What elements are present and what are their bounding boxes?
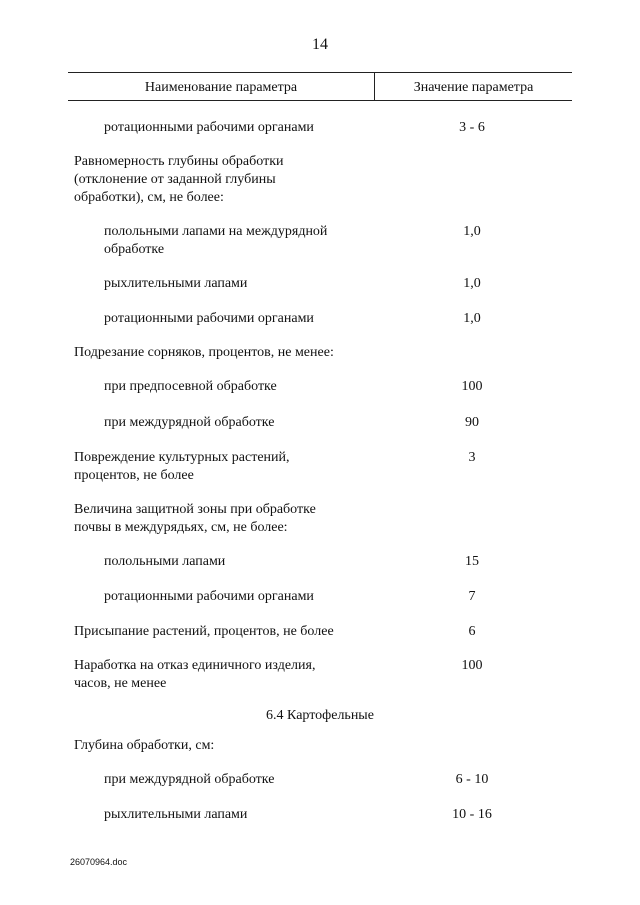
row-value: 7 bbox=[468, 589, 476, 604]
row-value: 6 - 10 bbox=[455, 772, 489, 787]
row-value: 15 bbox=[465, 554, 479, 569]
row-name: полольными лапами bbox=[104, 554, 226, 569]
column-header-name: Наименование параметра bbox=[144, 80, 298, 95]
row-name: Равномерность глубины обработки (отклонение от заданной глубины обработки), см, не более: bbox=[74, 154, 284, 205]
row-name: ротационными рабочими органами bbox=[104, 311, 314, 326]
row-name: ротационными рабочими органами bbox=[104, 120, 314, 135]
row-name: Величина защитной зоны при обработке почвы в междурядьях, см, не более: bbox=[74, 502, 316, 535]
row-value: 100 bbox=[461, 379, 483, 394]
row-value: 1,0 bbox=[463, 311, 481, 326]
row-value: 100 bbox=[461, 658, 483, 673]
row-value: 6 bbox=[468, 624, 476, 639]
row-name: рыхлительными лапами bbox=[104, 276, 248, 291]
row-name: при предпосевной обработке bbox=[104, 379, 277, 394]
row-name: при междурядной обработке bbox=[104, 415, 275, 430]
row-name: Подрезание сорняков, процентов, не менее: bbox=[74, 345, 334, 360]
row-name: ротационными рабочими органами bbox=[104, 589, 314, 604]
row-value: 10 - 16 bbox=[452, 807, 492, 822]
row-value: 1,0 bbox=[463, 224, 481, 239]
row-value: 90 bbox=[465, 415, 479, 430]
row-name: Наработка на отказ единичного изделия, часов, не менее bbox=[74, 658, 316, 691]
column-header-value: Значение параметра bbox=[413, 80, 534, 95]
table-header-bottom-rule bbox=[68, 100, 572, 101]
row-name: Глубина обработки, см: bbox=[74, 738, 215, 753]
row-name: рыхлительными лапами bbox=[104, 807, 248, 822]
section-title: 6.4 Картофельные bbox=[266, 708, 374, 723]
page-number: 14 bbox=[312, 36, 328, 53]
document-code: 26070964.doc bbox=[70, 857, 128, 867]
row-name: при междурядной обработке bbox=[104, 772, 275, 787]
row-value: 1,0 bbox=[463, 276, 481, 291]
row-name: Присыпание растений, процентов, не более bbox=[74, 624, 334, 639]
row-name: Повреждение культурных растений, процентов, не более bbox=[74, 450, 290, 483]
row-name: полольными лапами на междурядной обработке bbox=[104, 224, 328, 257]
row-value: 3 - 6 bbox=[459, 120, 485, 135]
row-value: 3 bbox=[468, 450, 476, 465]
table-header-top-rule bbox=[68, 72, 572, 73]
